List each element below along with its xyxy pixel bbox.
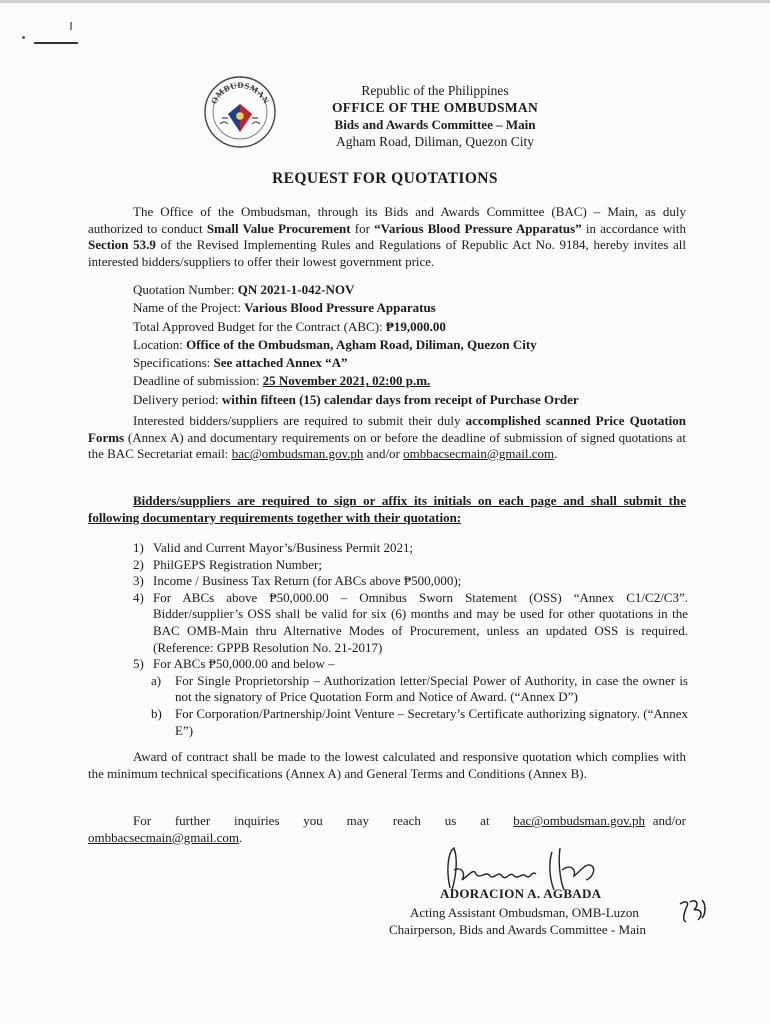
detail-label: Deadline of submission: (133, 373, 263, 389)
letterhead-office: OFFICE OF THE OMBUDSMAN (331, 100, 539, 115)
list-item (133, 540, 688, 557)
letterhead-address: Agham Road, Diliman, Quezon City (336, 134, 534, 149)
page-title: REQUEST FOR QUOTATIONS (272, 170, 498, 187)
detail-label: Specifications: (133, 355, 214, 371)
detail-specifications (133, 354, 693, 372)
list-text: Valid and Current Mayor’s/Business Permit 2021; (153, 540, 414, 555)
ombudsman-seal-icon (202, 74, 278, 150)
detail-label: Location: (133, 336, 187, 352)
sub-list-item (151, 706, 688, 739)
letterhead-committee: Bids and Awards Committee – Main (334, 117, 536, 132)
submission-text: Interested bidders/suppliers are required to submit their duly (133, 413, 466, 428)
sub-list-letter: a) (151, 672, 162, 688)
list-text: Income / Business Tax Return (for ABCs above ₱500,000); (153, 573, 462, 589)
list-item (133, 557, 688, 574)
bac-email-link[interactable]: bac@ombudsman.gov.ph (231, 446, 364, 461)
list-number: 5) (133, 656, 144, 672)
detail-value: 25 November 2021, 02:00 p.m. (262, 373, 431, 389)
detail-value: Office of the Ombudsman, Agham Road, Diliman, Quezon City (186, 336, 537, 352)
detail-value: ₱19,000.00 (385, 318, 446, 334)
inquiries-text: and/or (644, 813, 686, 828)
intro-paragraph (88, 204, 686, 270)
requirements-list (133, 540, 688, 739)
list-item (133, 656, 688, 673)
detail-location (133, 336, 693, 354)
seal-text: OMBUDSMAN (208, 79, 272, 106)
quotation-details (133, 281, 693, 409)
intro-text: The Office of the Ombudsman, through its Bids and Awards Committee (BAC) – Main, as duly authorized to conduct (88, 204, 686, 236)
letterhead (300, 82, 570, 150)
list-item (133, 590, 688, 656)
list-text: PhilGEPS Registration Number; (153, 556, 322, 572)
list-item (133, 573, 688, 590)
detail-quotation-number (133, 281, 693, 299)
intro-text: in accordance with (581, 220, 686, 236)
sub-list-text: For Single Proprietorship – Authorization letter/Special Power of Authority, in case the owner is not the signatory of Price Quotation Form and Notice of Award. (“Annex D”) (175, 672, 688, 705)
detail-deadline (133, 372, 693, 390)
letterhead-country: Republic of the Philippines (361, 83, 509, 98)
intro-text: for (350, 220, 375, 236)
detail-delivery (133, 391, 693, 409)
list-text: For ABCs ₱50,000.00 and below – (153, 656, 335, 672)
sub-list-text: For Corporation/Partnership/Joint Venture – Secretary’s Certificate authorizing signatory. (“Annex E”) (175, 705, 688, 738)
inquiries-text: For further inquiries you may reach us at (133, 813, 514, 828)
award-paragraph: Award of contract shall be made to the lowest calculated and responsive quotation which complies with the minimum technical specifications (Annex A) and General Terms and Conditions (Annex B). (88, 749, 686, 781)
inquiries-text: . (238, 829, 243, 845)
submission-text: and/or (363, 446, 404, 461)
svg-text:OMBUDSMAN (208, 80, 271, 106)
detail-budget (133, 318, 693, 336)
scan-speck (70, 22, 72, 30)
submission-text: (Annex A) and documentary requirements on or before the deadline of submission of signed quotations at the BAC Secretariat email: (88, 429, 686, 461)
list-number: 2) (133, 556, 144, 572)
bac-email-link[interactable]: bac@ombudsman.gov.ph (513, 813, 645, 828)
list-number: 3) (133, 573, 144, 589)
signatory-title: Acting Assistant Ombudsman, OMB-Luzon (410, 905, 639, 920)
sub-list-letter: b) (151, 705, 162, 721)
secretariat-email-link[interactable]: ombbacsecmain@gmail.com (403, 446, 555, 461)
signatory-committee-role: Chairperson, Bids and Awards Committee - Main (389, 922, 646, 937)
detail-label: Delivery period: (133, 391, 222, 407)
section-reference: Section 53.9 (88, 237, 156, 252)
list-text: For ABCs above ₱50,000.00 – Omnibus Sworn Statement (OSS) “Annex C1/C2/C3”. Bidder/supplier’s OSS shall be valid for six (6) months and may be used for other quotations in the BAC OMB-Main thru Alternative Modes of Procurement, unless an updated OSS is required. (Reference: GPPB Resolution No. 21-2017) (153, 589, 688, 655)
detail-project-name (133, 299, 693, 317)
detail-label: Total Approved Budget for the Contract (ABC): (133, 318, 386, 334)
detail-label: Name of the Project: (133, 300, 245, 316)
submission-text: . (554, 446, 558, 461)
list-number: 4) (133, 589, 144, 605)
project-name: “Various Blood Pressure Apparatus” (374, 220, 582, 236)
signatory-name: ADORACION A. AGBADA (440, 886, 602, 901)
submission-paragraph (88, 413, 686, 463)
scan-mark (34, 42, 78, 44)
detail-value: QN 2021-1-042-NOV (237, 282, 355, 297)
sub-list-item (151, 673, 688, 706)
detail-value: See attached Annex “A” (213, 355, 348, 371)
scan-edge (0, 0, 770, 3)
detail-value: Various Blood Pressure Apparatus (244, 300, 436, 316)
intro-text: of the Revised Implementing Rules and Regulations of Republic Act No. 9184, hereby invites all interested bidders/suppliers to offer their lowest government price. (88, 237, 686, 269)
requirements-heading: Bidders/suppliers are required to sign or affix its initials on each page and shall submit the following documentary requirements together with their quotation: (88, 493, 686, 525)
list-number: 1) (133, 540, 144, 555)
handwritten-initials-icon (676, 894, 710, 926)
detail-label: Quotation Number: (133, 282, 238, 297)
secretariat-email-link[interactable]: ombbacsecmain@gmail.com (88, 829, 239, 845)
procurement-mode: Small Value Procurement (206, 220, 351, 236)
detail-value: within fifteen (15) calendar days from receipt of Purchase Order (221, 391, 579, 407)
submission-highlight: accomplished scanned Price Quotation Forms (88, 413, 686, 445)
scan-speck (22, 36, 25, 39)
